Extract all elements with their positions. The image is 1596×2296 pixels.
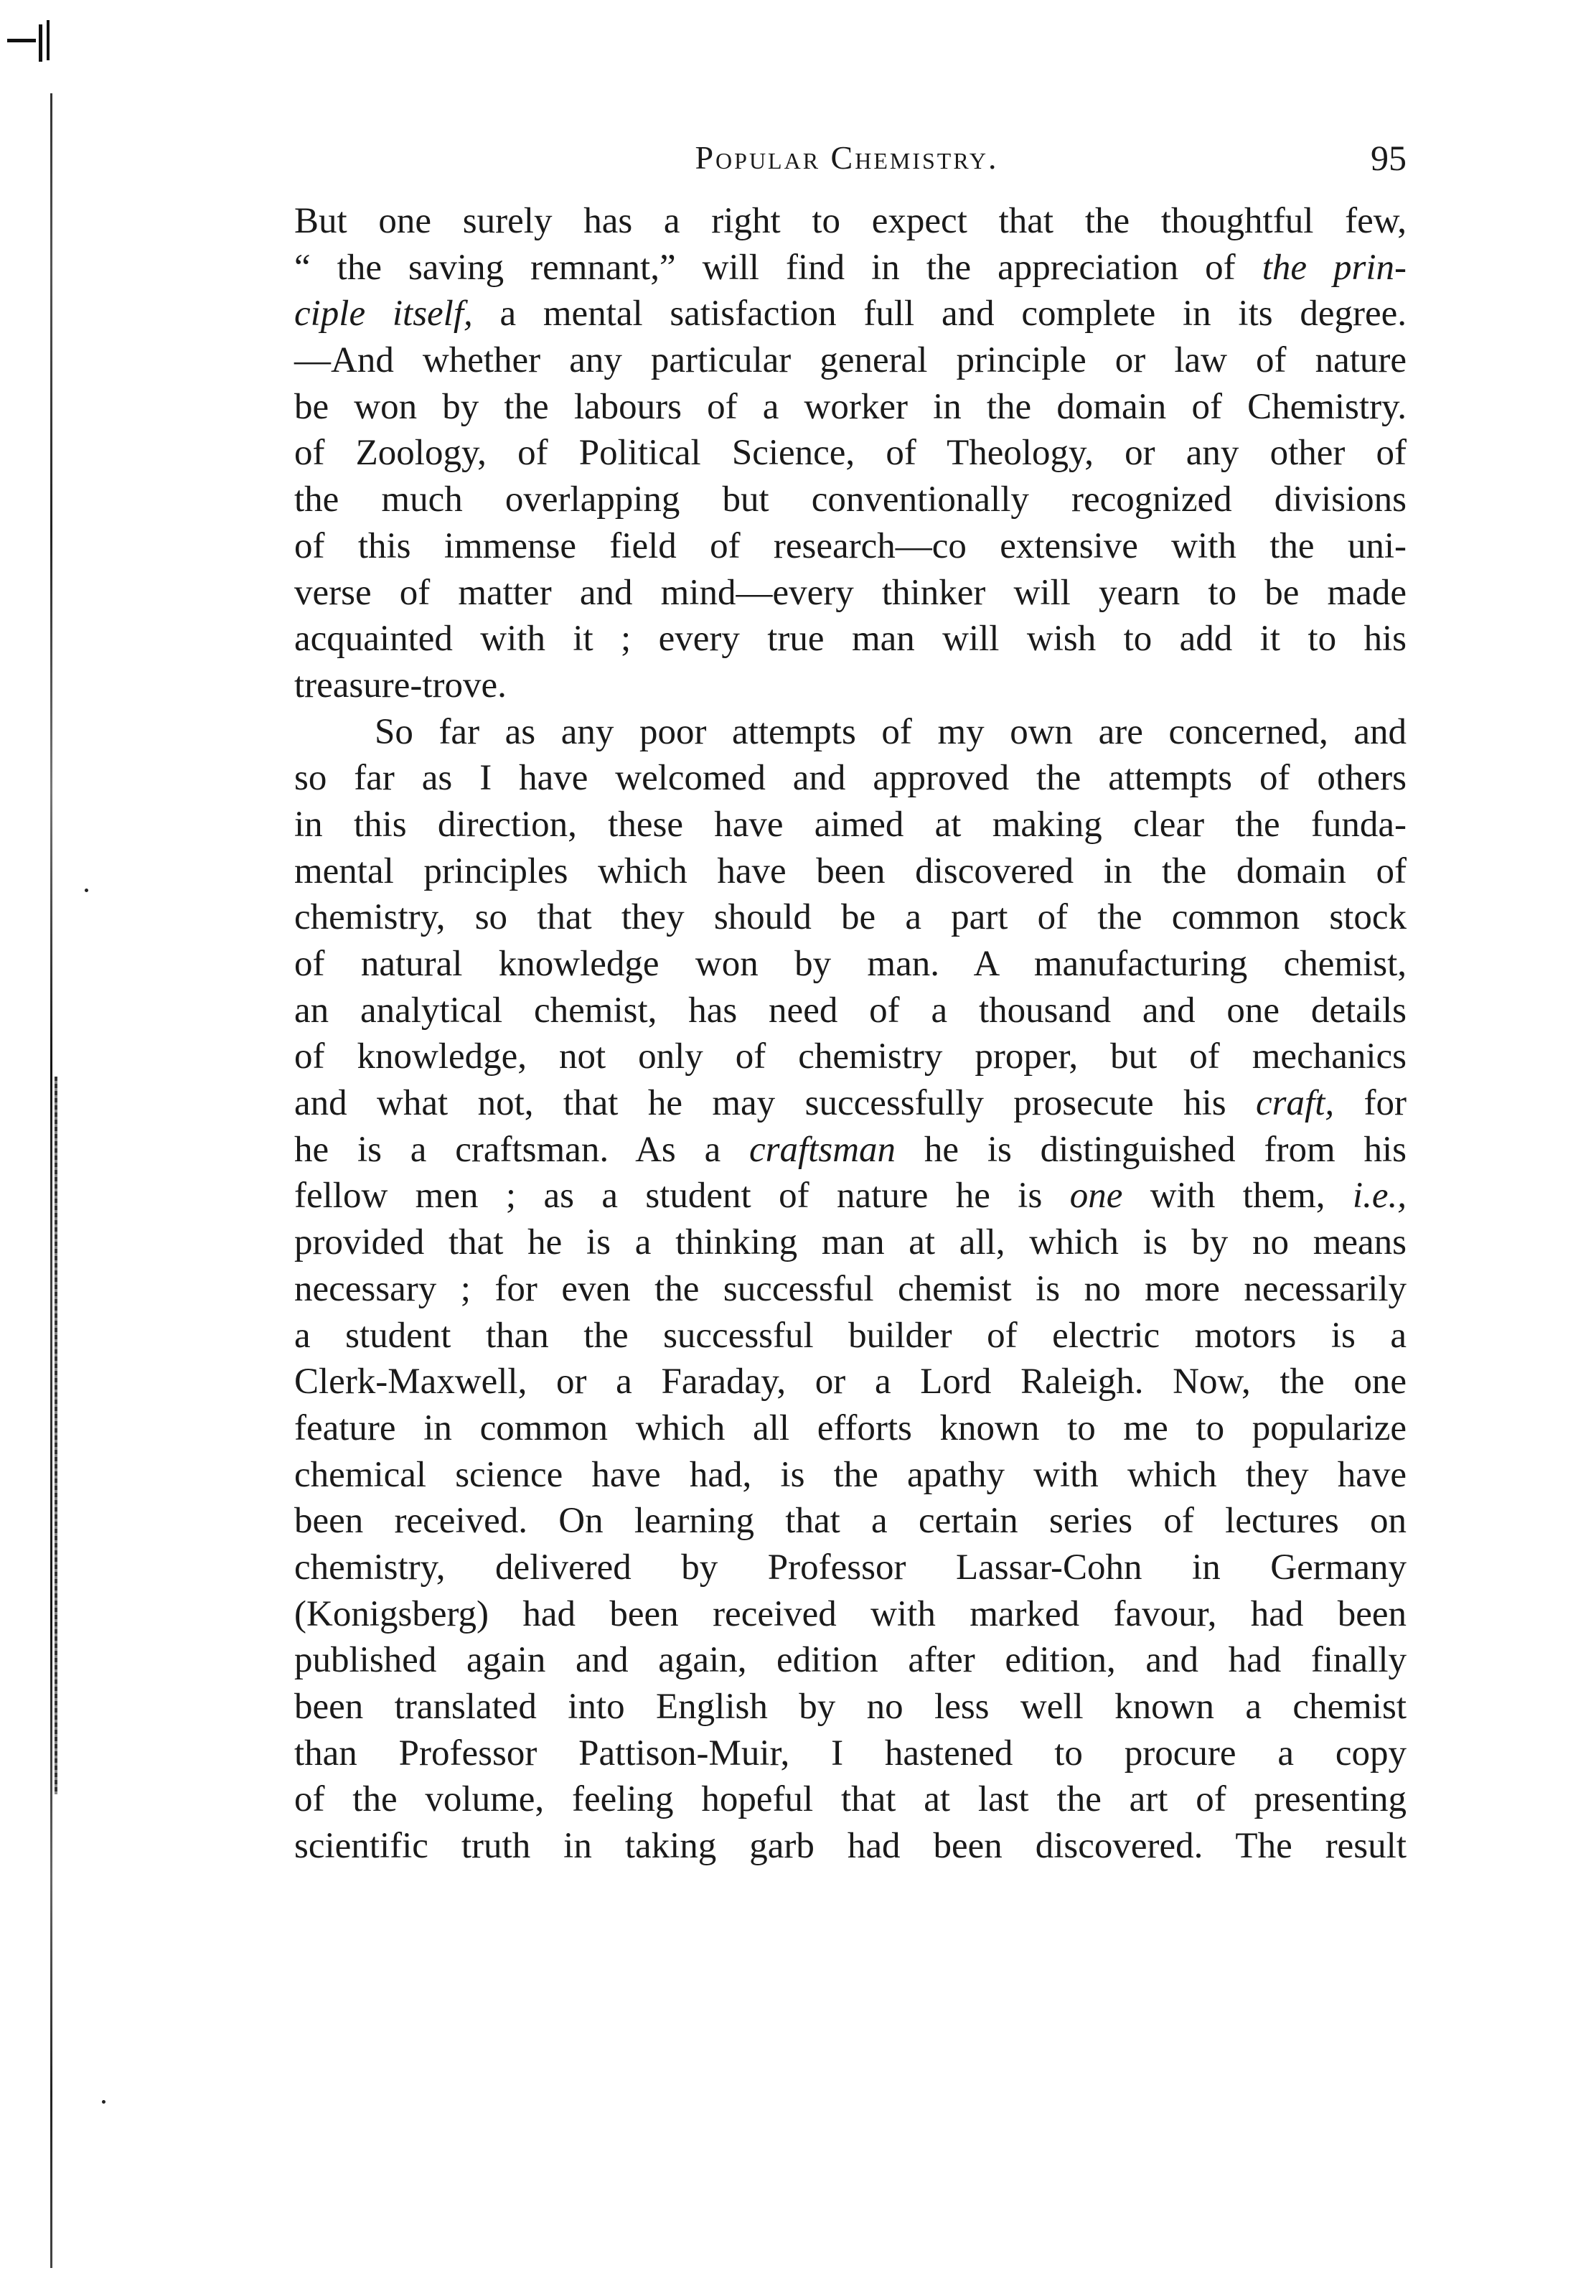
text-line	[294, 662, 1407, 709]
text-line	[294, 291, 1407, 337]
text-line	[294, 988, 1407, 1034]
text-run: chemical science have had, is the apathy with which they have	[294, 1454, 1407, 1495]
italic-text: ciple itself,	[294, 294, 473, 334]
text-line	[294, 1452, 1407, 1499]
text-run: of knowledge, not only of chemistry proper, but of mechanics	[294, 1036, 1407, 1077]
text-line	[294, 1730, 1407, 1777]
text-run: he is a craftsman. As a	[294, 1129, 750, 1170]
text-run: (Konigsberg) had been received with marked favour, had been	[294, 1593, 1407, 1634]
text-run: a mental satisfaction full and complete in its degree.	[472, 294, 1407, 334]
text-line	[294, 1545, 1407, 1591]
text-run: scientific truth in taking garb had been discovered. The result	[294, 1826, 1407, 1867]
text-line	[294, 1266, 1407, 1313]
text-run: for	[1334, 1083, 1407, 1124]
text-run: feature in common which all efforts known to me to popularize	[294, 1407, 1407, 1448]
italic-text: one	[1069, 1176, 1123, 1217]
text-run: necessary ; for even the successful chemist is no more necessarily	[294, 1268, 1407, 1309]
text-line	[294, 1219, 1407, 1266]
text-run: the much overlapping but conventionally recognized divisions	[294, 479, 1407, 520]
text-line	[294, 1127, 1407, 1173]
italic-text: craftsman	[749, 1129, 896, 1170]
italic-text: craft,	[1256, 1083, 1335, 1124]
text-run: But one surely has a right to expect that the thoughtful few,	[294, 201, 1407, 241]
text-line	[294, 1684, 1407, 1730]
text-run: with them,	[1122, 1176, 1353, 1217]
scan-dash	[7, 39, 36, 42]
text-line	[294, 1591, 1407, 1638]
text-line	[294, 384, 1407, 431]
text-line	[294, 1498, 1407, 1545]
text-run: than Professor Pattison-Muir, I hastened to procure a copy	[294, 1733, 1407, 1773]
text-line	[294, 1313, 1407, 1359]
text-line	[294, 1776, 1407, 1823]
text-line	[294, 430, 1407, 477]
text-run: fellow men ; as a student of nature he is	[294, 1176, 1070, 1217]
text-line	[294, 755, 1407, 802]
text-line	[294, 1823, 1407, 1870]
text-line	[294, 848, 1407, 895]
text-run: he is distinguished from his	[896, 1129, 1407, 1170]
text-run: provided that he is a thinking man at all, which is by no means	[294, 1222, 1407, 1263]
scan-speck	[102, 2100, 105, 2104]
text-run: published again and again, edition after edition, and had finally	[294, 1640, 1407, 1681]
text-line	[294, 337, 1407, 384]
text-line	[294, 1173, 1407, 1219]
text-line	[294, 1080, 1407, 1127]
text-run: Clerk-Maxwell, or a Faraday, or a Lord Raleigh. Now, the one	[294, 1362, 1407, 1402]
scan-speck	[85, 889, 88, 892]
text-run: So far as any poor attempts of my own are concerned, and	[375, 711, 1407, 752]
text-run: been translated into English by no less well known a chemist	[294, 1687, 1407, 1727]
text-line	[294, 245, 1407, 291]
text-line	[294, 941, 1407, 988]
text-line	[294, 523, 1407, 570]
text-run: and what not, that he may successfully prosecute his	[294, 1083, 1257, 1124]
text-run: treasure-trove.	[294, 665, 507, 706]
text-run: chemistry, delivered by Professor Lassar-Cohn in Germany	[294, 1547, 1407, 1588]
scan-bar	[47, 20, 50, 60]
scan-binding-edge	[50, 93, 52, 2268]
body-text	[294, 198, 1407, 1870]
text-line	[294, 802, 1407, 848]
text-run: mental principles which have been discovered in the domain of	[294, 851, 1407, 891]
text-line	[294, 709, 1407, 756]
text-run: verse of matter and mind—every thinker will yearn to be made	[294, 572, 1407, 613]
text-run: be won by the labours of a worker in the domain of Chemistry.	[294, 386, 1407, 427]
italic-text: the prin-	[1262, 247, 1407, 288]
text-run: of natural knowledge won by man. A manufacturing chemist,	[294, 944, 1407, 984]
text-line	[294, 894, 1407, 941]
text-run: a student than the successful builder of electric motors is a	[294, 1315, 1407, 1356]
text-run: acquainted with it ; every true man will wish to add it to his	[294, 619, 1407, 660]
text-run: of the volume, feeling hopeful that at last the art of presenting	[294, 1779, 1407, 1820]
text-run: been received. On learning that a certain series of lectures on	[294, 1501, 1407, 1542]
text-line	[294, 570, 1407, 617]
text-run: an analytical chemist, has need of a thousand and one details	[294, 990, 1407, 1031]
text-run: so far as I have welcomed and approved the attempts of others	[294, 758, 1407, 799]
text-line	[294, 1637, 1407, 1684]
text-line	[294, 1034, 1407, 1080]
text-line	[294, 1359, 1407, 1405]
running-head: Popular Chemistry.	[695, 139, 999, 176]
text-run: “ the saving remnant,” will find in the appreciation of	[294, 247, 1262, 288]
page-header	[287, 129, 1407, 187]
text-run: chemistry, so that they should be a part of the common stock	[294, 897, 1407, 938]
text-line	[294, 616, 1407, 662]
text-line	[294, 1405, 1407, 1452]
scan-edge-mark	[7, 20, 59, 60]
text-run: of Zoology, of Political Science, of Theology, or any other of	[294, 433, 1407, 474]
scan-bar	[39, 24, 42, 62]
text-run: —And whether any particular general principle or law of nature	[294, 340, 1407, 381]
text-line	[294, 198, 1407, 245]
text-run: of this immense field of research—co extensive with the uni-	[294, 525, 1407, 566]
page-number: 95	[1371, 138, 1407, 178]
scan-binding-edge-texture	[55, 1077, 57, 1794]
text-line	[294, 477, 1407, 523]
italic-text: i.e.,	[1352, 1176, 1407, 1217]
text-run: in this direction, these have aimed at making clear the funda-	[294, 804, 1407, 845]
